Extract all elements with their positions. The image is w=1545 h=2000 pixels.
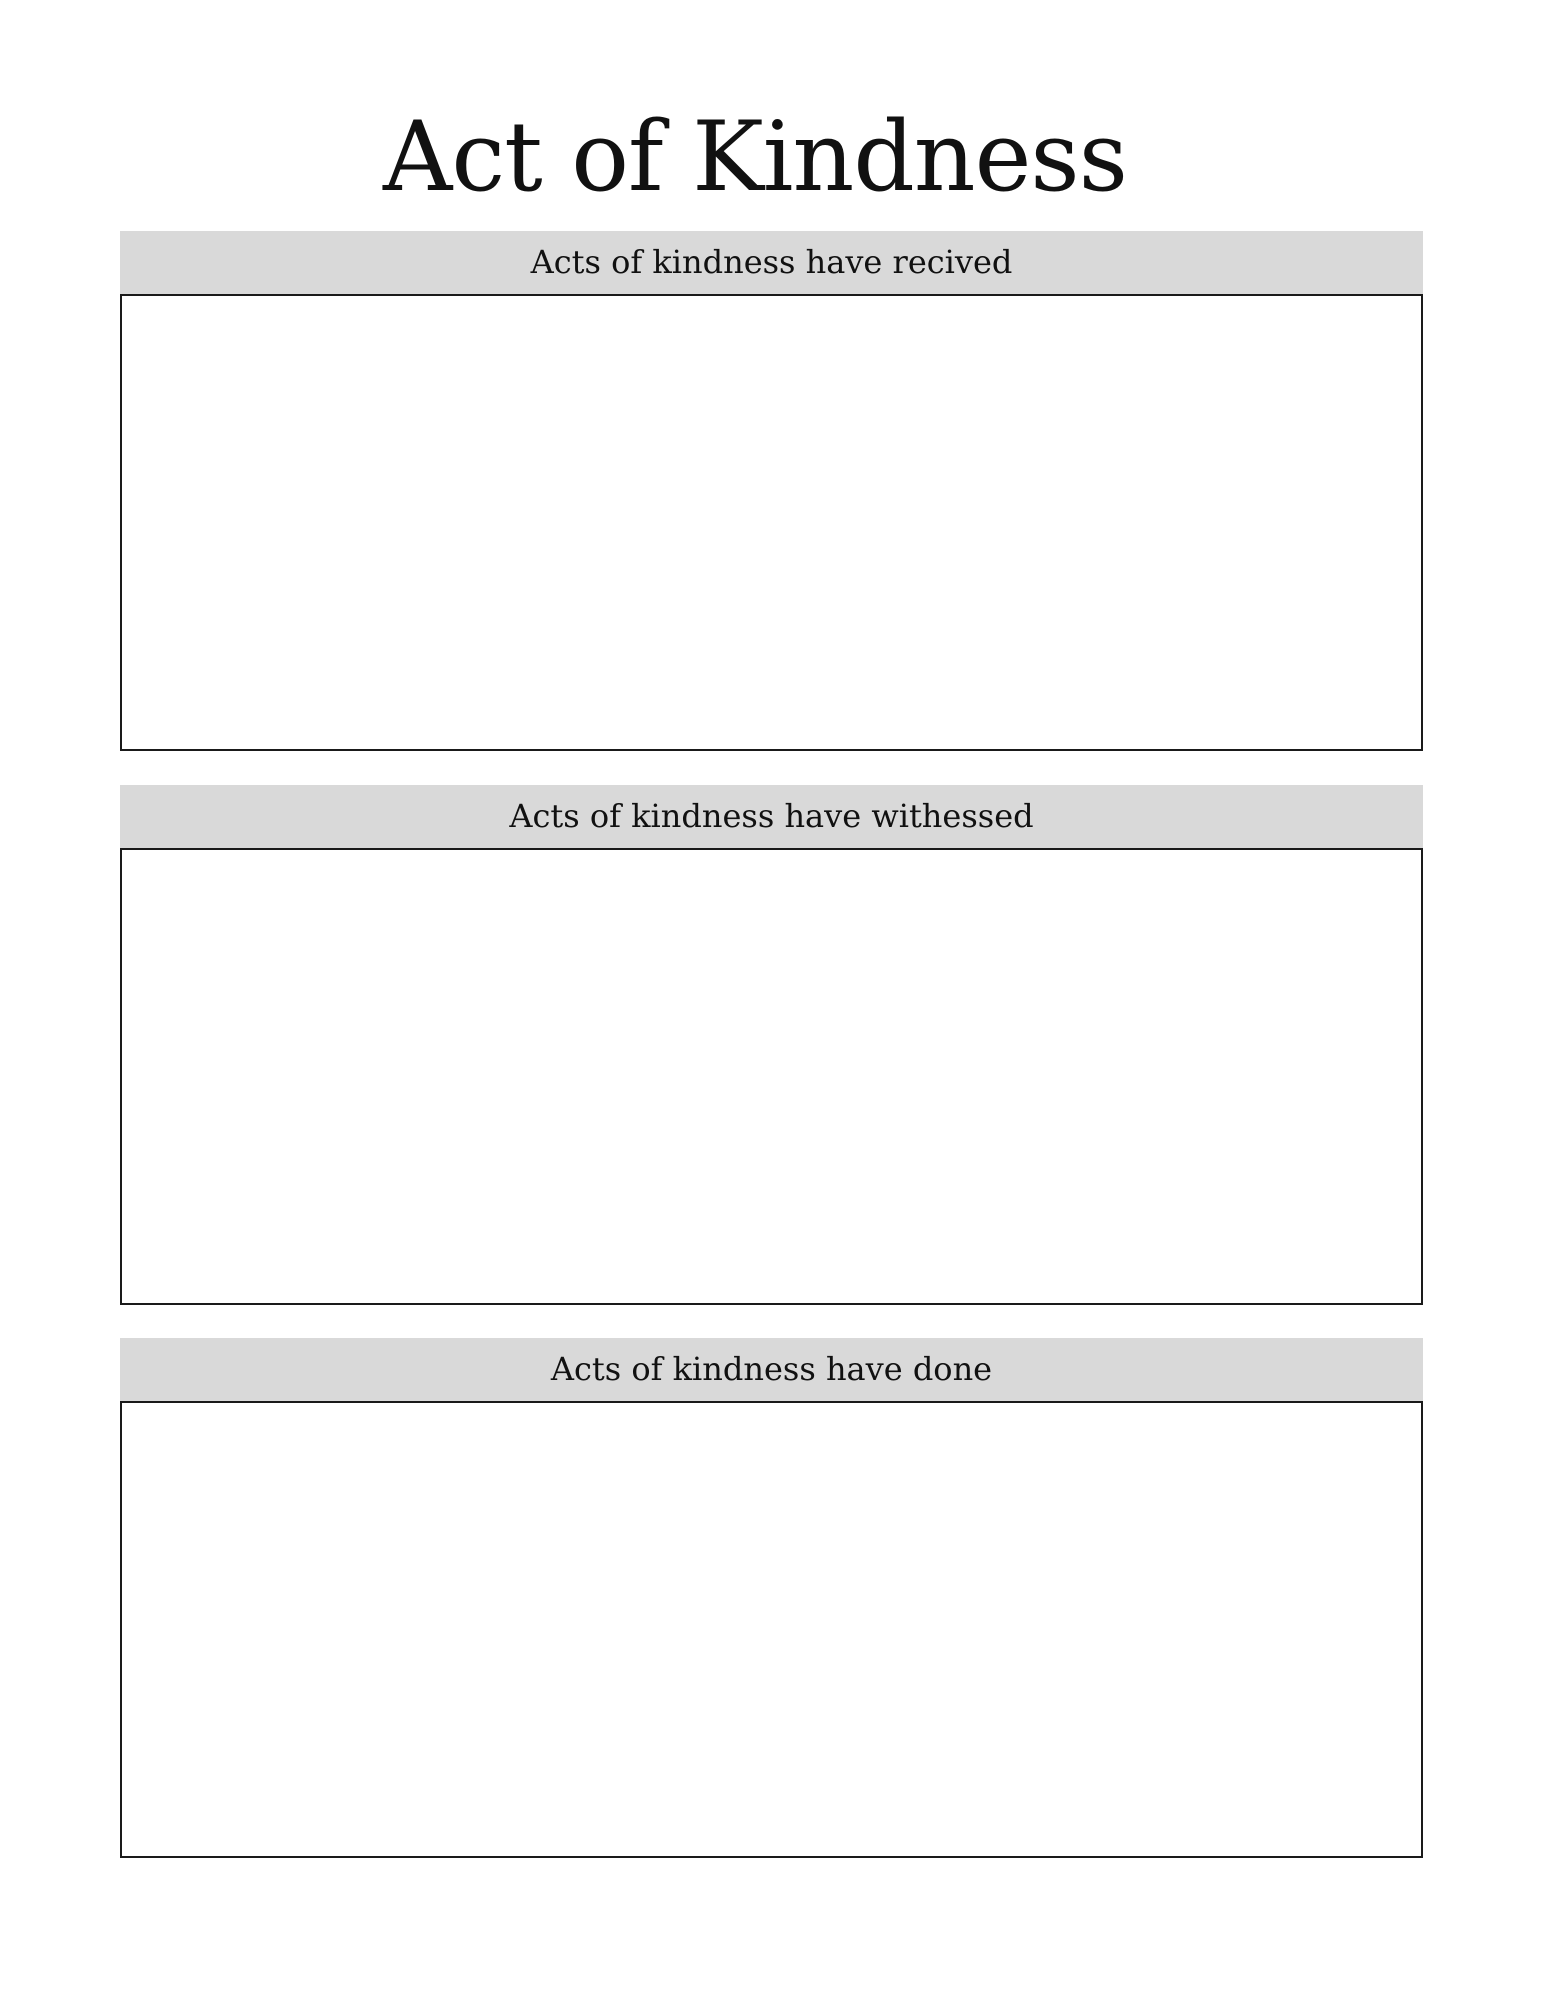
section-done	[120, 1338, 1423, 1858]
section-header-witnessed: Acts of kindness have withessed	[120, 785, 1423, 848]
section-received	[120, 231, 1423, 751]
writing-box-done[interactable]	[120, 1401, 1423, 1858]
writing-box-witnessed[interactable]	[120, 848, 1423, 1305]
section-header-received: Acts of kindness have recived	[120, 231, 1423, 294]
page-title: Act of Kindness	[383, 101, 1127, 213]
section-header-done: Acts of kindness have done	[120, 1338, 1423, 1401]
section-witnessed	[120, 785, 1423, 1305]
writing-box-received[interactable]	[120, 294, 1423, 751]
